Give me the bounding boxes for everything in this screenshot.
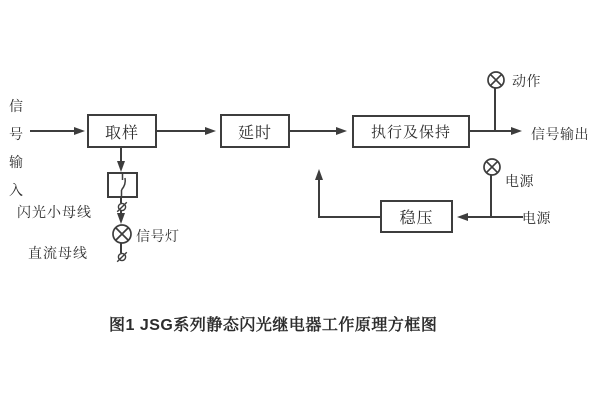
arrow-right-icon — [511, 127, 522, 135]
dc-bus-terminal-icon — [114, 249, 130, 265]
arrow-left-icon — [457, 213, 468, 221]
figure-caption: 图1 JSG系列静态闪光继电器工作原理方框图 — [109, 317, 438, 334]
dc-bus-label: 直流母线 — [28, 245, 88, 261]
action-lamp-label: 动作 — [512, 73, 541, 89]
connector-regulator-feedback-v — [318, 180, 320, 218]
signal-lamp-label: 信号灯 — [136, 228, 180, 244]
power-lamp-label: 电源 — [505, 173, 534, 189]
arrow-right-icon — [74, 127, 85, 135]
connector-power-to-regulator — [467, 216, 523, 218]
arrow-right-icon — [336, 127, 347, 135]
connector-input-to-sampling — [30, 130, 75, 132]
block-delay: 延时 — [220, 114, 290, 148]
connector-delay-to-execute — [290, 130, 337, 132]
block-regulator: 稳压 — [380, 200, 453, 233]
connector-action-lamp-stem — [494, 88, 496, 132]
contact-switch-icon — [109, 174, 136, 196]
switch-contact-box — [107, 172, 138, 198]
flash-bus-label: 闪光小母线 — [17, 204, 92, 220]
signal-output-label: 信号输出 — [531, 126, 589, 142]
connector-sampling-to-delay — [157, 130, 206, 132]
arrow-down-icon — [117, 161, 125, 172]
connector-sampling-stem — [120, 148, 122, 162]
signal-input-label: 信号输入 — [9, 98, 23, 198]
signal-lamp-icon — [111, 223, 133, 245]
power-input-label: 电源 — [522, 210, 551, 226]
connector-execute-to-output — [470, 130, 512, 132]
connector-power-lamp-stem — [490, 175, 492, 217]
arrow-right-icon — [205, 127, 216, 135]
block-sampling: 取样 — [87, 114, 157, 148]
action-lamp-icon — [486, 70, 506, 90]
connector-regulator-feedback-h — [318, 216, 380, 218]
arrow-up-icon — [315, 169, 323, 180]
block-execute-hold: 执行及保持 — [352, 115, 470, 148]
power-lamp-icon — [482, 157, 502, 177]
